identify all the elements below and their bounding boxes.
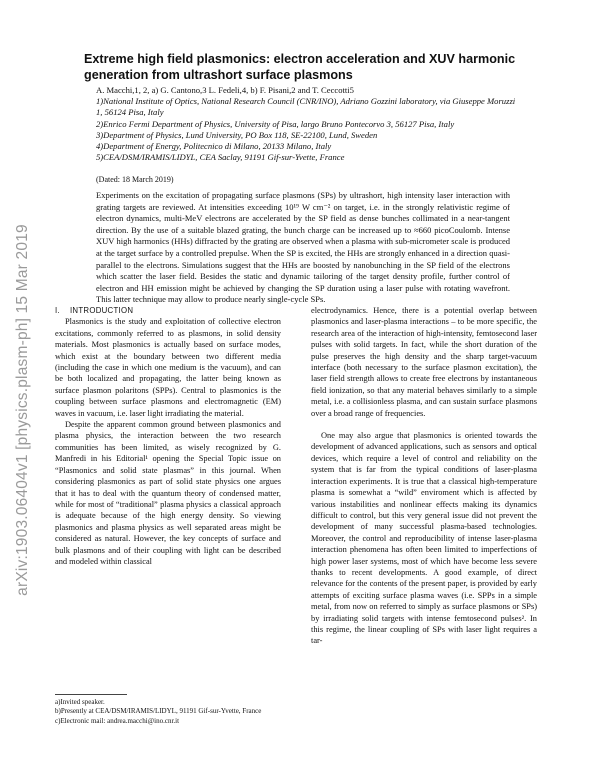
body-paragraph: Plasmonics is the study and exploitation of collective electron excitations, commonly referred to as plasmons, in solid density materials. Most plasmonics is actually based on surface modes, which exist at the boundary between two different media (including the case in which one medium is the vacuum), and can be both localized and propagating, the latter being known as surface plasmon polaritons (SPPs). Central to plasmonics is the coupling between surface plasmons and electromagnetic (EM) waves in vacuum, i.e. laser light irradiating the material. — [55, 317, 281, 418]
footnote: c)Electronic mail: andrea.macchi@ino.cnr.it — [55, 716, 180, 725]
right-column — [311, 305, 537, 647]
author-block — [96, 85, 516, 163]
section-number: I. — [55, 306, 60, 315]
footnotes — [55, 694, 281, 726]
affiliation: 2)Enrico Fermi Department of Physics, University of Pisa, largo Bruno Pontecorvo 3, 56127 Pisa, Italy — [96, 118, 455, 129]
paper-title: Extreme high field plasmonics: electron acceleration and XUV harmonic generation from ultrashort surface plasmons — [84, 52, 516, 82]
affiliation: 5)CEA/DSM/IRAMIS/LIDYL, CEA Saclay, 91191 Gif-sur-Yvette, France — [96, 152, 345, 163]
affiliation: 3)Department of Physics, Lund University, PO Box 118, SE-22100, Lund, Sweden — [96, 129, 378, 140]
body-paragraph: electrodynamics. Hence, there is a potential overlap between plasmonics and laser-plasma interactions – to be more specific, the research area of the interaction of high-intensity, femtosecond laser pulses with solid targets. In fact, while the short duration of the pulse preserves the high density and the sharp target-vacuum interface (both necessary to the surface plasmon excitation), the laser field strength allows to create free electrons by instantaneous field ionization, so that any material behaves similarly to a simple metal, i.e. a collisionless plasma, and can sustain surface plasmons over a broad range of frequencies. — [311, 306, 537, 418]
arxiv-identifier: arXiv:1903.06404v1 [physics.plasm-ph] 15 Mar 2019 — [14, 224, 31, 596]
section-heading — [55, 305, 281, 316]
body-paragraph: One may also argue that plasmonics is oriented towards the development of advanced applications, such as sensors and optical devices, which require a level of control and reliability on the system that is far from the typical conditions of laser-plasma interaction experiments. It is true that a classical high-temperature plasma is somewhat a “wild” enviroment which is affected by various instabilities and nonlinear effects making its dynamics difficult to control, but this very general issue did not prevent the development of many successful plasma-based technologies. Moreover, the control and reproducibility of intense laser-plasma interaction phenomena has often been limited to imperfections of high power laser systems, most of which have become less severe thanks to recent developments. A good example, of direct relevance for the contents of the present paper, is provided by early attempts of exciting surface plasma waves (i.e. SPPs in a simple metal, from now on referred to simply as surface plasmons or SPs) by irradiating solid targets with intense femtosecond pulses². In this regime, the linear coupling of SPs with laser light requires a tar- — [311, 431, 537, 646]
affiliation: 1)National Institute of Optics, National Research Council (CNR/INO), Adriano Gozzini laboratory, via Giuseppe Moruzzi 1, 56124 Pisa, Italy — [96, 96, 516, 118]
author-list: A. Macchi,1, 2, a) G. Cantono,3 L. Fedeli,4, b) F. Pisani,2 and T. Ceccotti5 — [96, 85, 354, 95]
footnote: b)Presently at CEA/DSM/IRAMIS/LIDYL, 91191 Gif-sur-Yvette, France — [55, 707, 262, 716]
section-title: INTRODUCTION — [69, 306, 134, 315]
body-paragraph: Despite the apparent common ground between plasmonics and plasma physics, the interaction between the two research communities has been limited, as wisely recognized by G. Manfredi in his Editorial¹ opening the Special Topic issue on “Plasmonics and solid state plasmas” in this journal. When considering plasmonics as part of solid state physics one argues that it has to deal with the quantum theory of condensed matter, while for most of “traditional” plasma physics a classical approach is adequate because of the high energy density. So viewing plasmonics and plasma physics as well separated areas might be considered as natural. However, the key concepts of surface and bulk plasmons and of their coupling with light can be described and modeled within classical — [55, 420, 281, 566]
footnote-rule — [55, 694, 127, 695]
affiliation: 4)Department of Energy, Politecnico di Milano, 20133 Milano, Italy — [96, 141, 332, 152]
left-column — [55, 305, 281, 567]
dated-line: (Dated: 18 March 2019) — [96, 175, 174, 184]
abstract: Experiments on the excitation of propagating surface plasmons (SPs) by ultrashort, high intensity laser interaction with grating targets are reviewed. At intensities exceeding 10¹⁹ W cm⁻² on target, i.e. in the strongly relativistic regime of electron dynamics, multi-MeV electrons are accelerated by the SP field as dense bunches collimated in a near-tangent direction. By the use of a suitable blazed grating, the bunch charge can be increased up to ≈660 picoCoulomb. Intense XUV high harmonics (HHs) diffracted by the grating are observed when a plasma with sub-micrometer scale is produced at the target surface by a controlled prepulse. When the SP is excited, the HHs are strongly enhanced in a direction quasi-parallel to the electrons. Simulations suggest that the HHs are boosted by nanobunching in the SP field of the electrons which scatter the laser field. Besides the static and dynamic tailoring of the target density profile, further control of electron and HH emission might be achieved by changing the SP duration using a laser pulse with rotating wavefront. This latter technique may allow to produce nearly single-cycle SPs. — [96, 190, 510, 305]
footnote: a)Invited speaker. — [55, 698, 105, 706]
